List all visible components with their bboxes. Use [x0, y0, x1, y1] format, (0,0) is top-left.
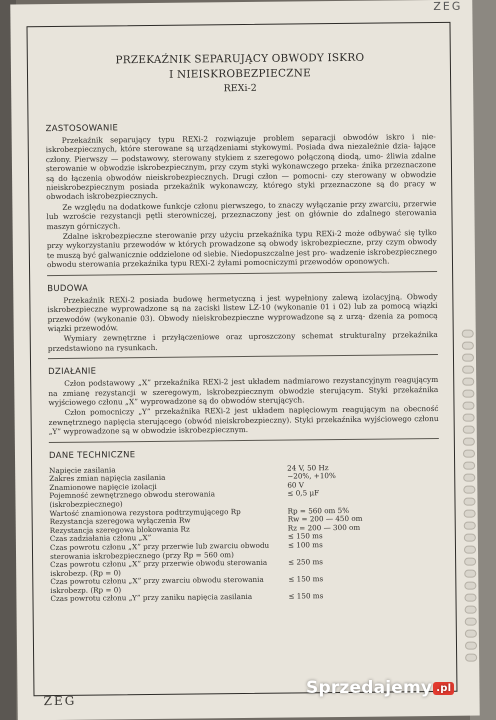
- watermark-mark: .pl: [433, 682, 454, 695]
- binding-ring: [465, 606, 477, 614]
- binding-ring: [463, 498, 475, 506]
- spec-label: Rezystancja szeregowa blokowania Rz: [49, 524, 190, 535]
- spec-value: Rz = 200 — 300 om: [287, 522, 361, 533]
- binding-ring: [463, 450, 475, 458]
- binding-ring: [464, 534, 476, 542]
- section-heading-budowa: BUDOWA: [47, 283, 89, 294]
- technical-data-table: [49, 463, 440, 605]
- binding-ring: [462, 378, 474, 386]
- binding-ring: [463, 414, 475, 422]
- header-code: ZEG: [433, 0, 463, 14]
- section-divider: [49, 438, 439, 443]
- binding-ring: [464, 522, 476, 530]
- binding-ring: [462, 342, 474, 350]
- binding-ring: [462, 390, 474, 398]
- paragraph: Wymiary zewnętrzne i przyłączeniowe oraz uproszczony schemat strukturalny przekaźnika przedstawiono na rysunkach.: [47, 330, 438, 353]
- spec-value: ≤ 100 ms: [287, 540, 323, 550]
- binding-ring: [463, 474, 475, 482]
- paragraph: Ze względu na dodatkowe funkcje członu pierwszego, to znaczy wyłączanie przy zwarciu, przerwie lub wzroście rezystancji pętli sterowniczej, przeznaczony jest on głównie do zdalnego sterowania maszyn górniczych.: [46, 198, 437, 231]
- spec-label: Pojemność zewnętrznego obwodu sterowania (iskrobezpiecznego): [49, 489, 216, 509]
- spec-value: ≤ 250 ms: [288, 557, 323, 567]
- spec-label: Wartość znamionowa rezystora podtrzymującego Rp: [49, 506, 241, 518]
- binding-ring: [464, 558, 476, 566]
- spec-value: ≤ 150 ms: [288, 591, 324, 602]
- binding-ring: [462, 366, 474, 374]
- page-content: [45, 50, 441, 604]
- watermark-logo: [306, 678, 454, 698]
- page-title: [45, 50, 435, 84]
- spec-value: 60 V: [287, 480, 304, 490]
- paragraph: Człon pomocniczy „Y” przekaźnika REXi-2 jest układem napięciowym reagującym na obecność zewnętrznego napięcia sterującego (obwód nieiskrobezpieczny). Styki przekaźnika wyjściowego członu „Y” wyprowadzone są w obwodzie iskrobezpiecznym.: [48, 404, 439, 437]
- spec-value: ≤ 150 ms: [287, 531, 323, 541]
- binding-ring: [465, 630, 477, 638]
- binding-ring: [464, 582, 476, 590]
- spec-value: ≤ 0,5 μF: [287, 488, 320, 498]
- section-divider: [47, 271, 437, 276]
- section-heading-dane-techniczne: DANE TECHNICZNE: [48, 449, 136, 461]
- spec-value: 24 V, 50 Hz: [287, 462, 329, 473]
- binding-ring: [463, 426, 475, 434]
- watermark-text: Sprzedajemy: [306, 678, 433, 698]
- section-heading-dzialanie: DZIAŁANIE: [48, 366, 97, 378]
- title-line-2: I NIEISKROBEZPIECZNE: [168, 67, 312, 81]
- binding-ring: [463, 438, 475, 446]
- binding-ring: [465, 618, 477, 626]
- binding-ring: [462, 402, 474, 410]
- binding-ring: [464, 546, 476, 554]
- paragraph: Zdalne iskrobezpieczne sterowanie przy użyciu przekaźnika typu REXi-2 może odbywać się tylko przy wykorzystaniu przewodów w których prowadzone są obwody iskrobezpieczne, przy czym obwody te muszą być galwanicznie oddzielone od siebie. Niedopuszczalne jest pro- wadzenie iskrobezpiecznego obwodu sterowania przekaźnika typu REXi-2 żyłami pomocniczymi przewodów oponowych.: [46, 228, 437, 270]
- spec-label: Czas zadziałania członu „X”: [49, 533, 152, 544]
- spec-label: Napięcie zasilania: [49, 464, 116, 475]
- paragraph: Przekaźnik separujący typu REXi-2 rozwiązuje problem separacji obwodów iskro i nie- iskrobezpiecznych, które sterowane są urządzeniami stykowymi. Posiada dwa niezależnie dzia- łające człony. Pierwszy — podstawowy, sterowany stykiem z szeregowo połączoną diodą, umo- żliwia zdalne sterowanie w obwodzie iskrobezpiecznym, przy czym styki wykonawczego przeka- źnika przeznaczone są do łączenia obwodów nieiskrobezpiecznych. Drugi człon — pomocni- czy sterowany w obwodzie nieiskrobezpiecznym posiada przekaźnik wykonawczy, którego styki przeznaczone są do pracy w obwodach iskrobezpiecznych.: [45, 131, 437, 202]
- spec-label: Czas powrotu członu „X” przy przerwie lub zwarciu obwodu sterowania iskrobezpiecznego (przy Rp = 560 om): [49, 540, 270, 561]
- spec-value: Rw = 200 — 450 om: [287, 513, 363, 524]
- spec-label: Czas powrotu członu „X” przy przerwie obwodu sterowania iskrobezp. (Rp = 0): [50, 557, 268, 578]
- section-heading-zastosowanie: ZASTOSOWANIE: [45, 123, 119, 135]
- spec-value: Rp = 560 om 5%: [287, 505, 350, 516]
- title-code: REXi-2: [223, 82, 257, 95]
- document-sheet: [10, 0, 479, 720]
- spec-label: Rezystancja szeregowa wyłączenia Rw: [49, 515, 191, 527]
- binding-ring: [463, 486, 475, 494]
- binding-ring: [465, 642, 477, 650]
- spec-label: Czas powrotu członu „X” przy zwarciu obwodu sterowania iskrobezp. (Rp = 0): [50, 575, 264, 595]
- spec-label: Znamionowe napięcie izolacji: [49, 481, 157, 492]
- spec-label: Zakres zmian napięcia zasilania: [49, 472, 166, 484]
- footer-brand: ZEG: [43, 693, 77, 709]
- binding-ring: [464, 570, 476, 578]
- binding-ring: [462, 330, 474, 338]
- binding-ring: [463, 462, 475, 470]
- paragraph: Przekaźnik REXi-2 posiada budowę hermetyczną i jest wypełniony zalewą izolacyjną. Obwody iskrobezpieczne wyprowadzone są na zaciski listew LZ-10 (wykonanie 01 i 02) lub za pomocą wiązki przewodów (wykonanie 03). Obwody nieiskrobezpieczne wyprowadzone są z urzą- dzenia za pomocą wiązki przewodów.: [47, 291, 438, 333]
- spec-value: ≤ 150 ms: [288, 574, 324, 584]
- binding-ring: [465, 654, 477, 662]
- title-line-1: PRZEKAŹNIK SEPARUJĄCY OBWODY ISKRO: [115, 51, 365, 67]
- binding-ring: [464, 594, 476, 602]
- binding-ring: [464, 510, 476, 518]
- paragraph: Człon podstawowy „X” przekaźnika REXi-2 jest układem nadmiarowo rezystancyjnym reagującym na zmianę rezystancji w szeregowym, iskrobezpiecznym obwodzie sterującym. Styki przekaźnika wyjściowego członu „X” wyprowadzone są do obwodów sterujących.: [48, 375, 439, 407]
- spec-value: −20%, +10%: [287, 471, 336, 481]
- spec-label: Czas powrotu członu „Y” przy zaniku napięcia zasilania: [50, 592, 253, 604]
- binding-ring: [462, 354, 474, 362]
- section-divider: [48, 354, 438, 359]
